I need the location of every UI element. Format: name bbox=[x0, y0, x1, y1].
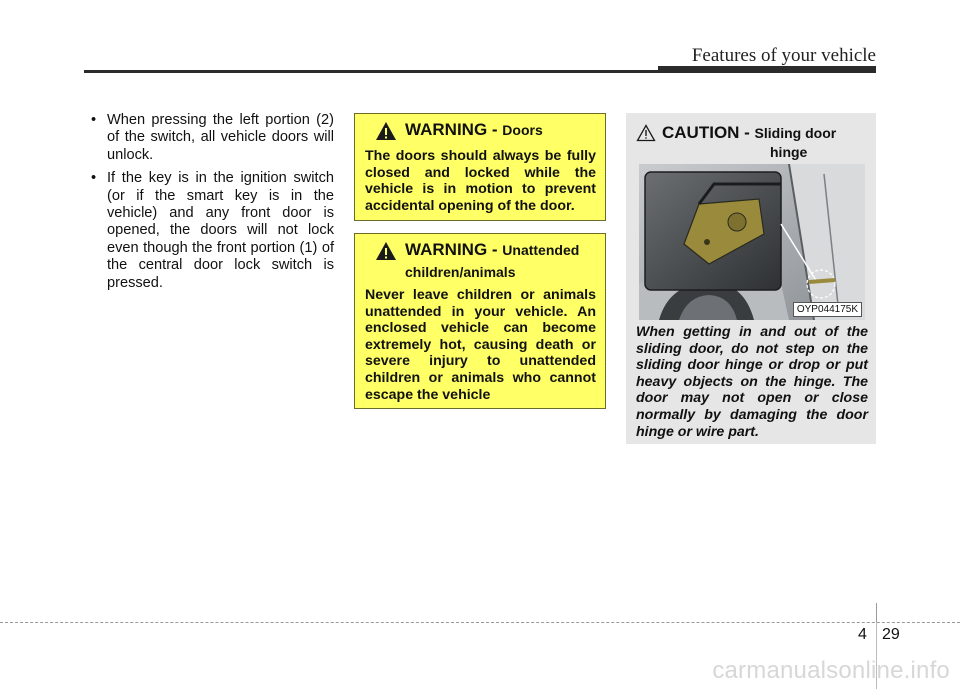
caution-subject-line2: hinge bbox=[770, 144, 808, 160]
watermark: carmanualsonline.info bbox=[712, 657, 950, 684]
image-code: OYP044175K bbox=[793, 302, 862, 317]
bullet-item: • If the key is in the ignition switch (or if the smart key is in the vehicle) and any front door is opened, the doors will not lock even though the front portion (1) of the central door lock switch is pressed. bbox=[84, 170, 334, 292]
warning-children-box bbox=[354, 233, 606, 409]
warning-doors-heading bbox=[375, 120, 596, 141]
warning-label: WARNING - bbox=[405, 240, 503, 259]
caution-label: CAUTION - bbox=[662, 123, 755, 142]
warning-children-text: Never leave children or animals unattended in your vehicle. An enclosed vehicle can become extremely hot, causing death or severe injury to unattended children or animals who cannot escape the vehicle bbox=[365, 287, 596, 403]
header-rule-accent bbox=[658, 66, 876, 72]
caution-panel bbox=[626, 113, 876, 444]
caution-triangle-icon bbox=[636, 124, 656, 142]
warning-children-heading bbox=[375, 240, 596, 280]
caution-text: When getting in and out of the sliding door, do not step on the sliding door hinge or drop or put heavy objects on the hinge. The door may not open or close normally by damaging the door hinge or wire part. bbox=[636, 324, 868, 440]
warning-doors-box bbox=[354, 113, 606, 221]
sliding-door-hinge-photo bbox=[639, 164, 865, 320]
chapter-number: 4 bbox=[858, 626, 867, 643]
footer-rule bbox=[0, 622, 960, 623]
section-title: Features of your vehicle bbox=[691, 45, 876, 66]
warning-label: WARNING - bbox=[405, 120, 503, 139]
bullet-item: • When pressing the left portion (2) of the switch, all vehicle doors will unlock. bbox=[84, 112, 334, 164]
caution-subject: Sliding door bbox=[754, 125, 837, 141]
warning-triangle-icon bbox=[375, 121, 397, 141]
warning-subject: Doors bbox=[502, 122, 543, 138]
warning-doors-text: The doors should always be fully closed and locked while the vehicle is in motion to prevent accidental opening of the door. bbox=[365, 148, 596, 214]
sliding-door-hinge-illustration bbox=[639, 164, 865, 320]
caution-heading bbox=[636, 123, 836, 160]
page-number: 29 bbox=[882, 626, 900, 643]
footer-tick bbox=[876, 603, 877, 623]
warning-triangle-icon bbox=[375, 241, 397, 261]
warning-subject-line2: children/animals bbox=[405, 264, 516, 280]
warning-subject: Unattended bbox=[502, 242, 580, 258]
bullet-list bbox=[84, 112, 334, 298]
